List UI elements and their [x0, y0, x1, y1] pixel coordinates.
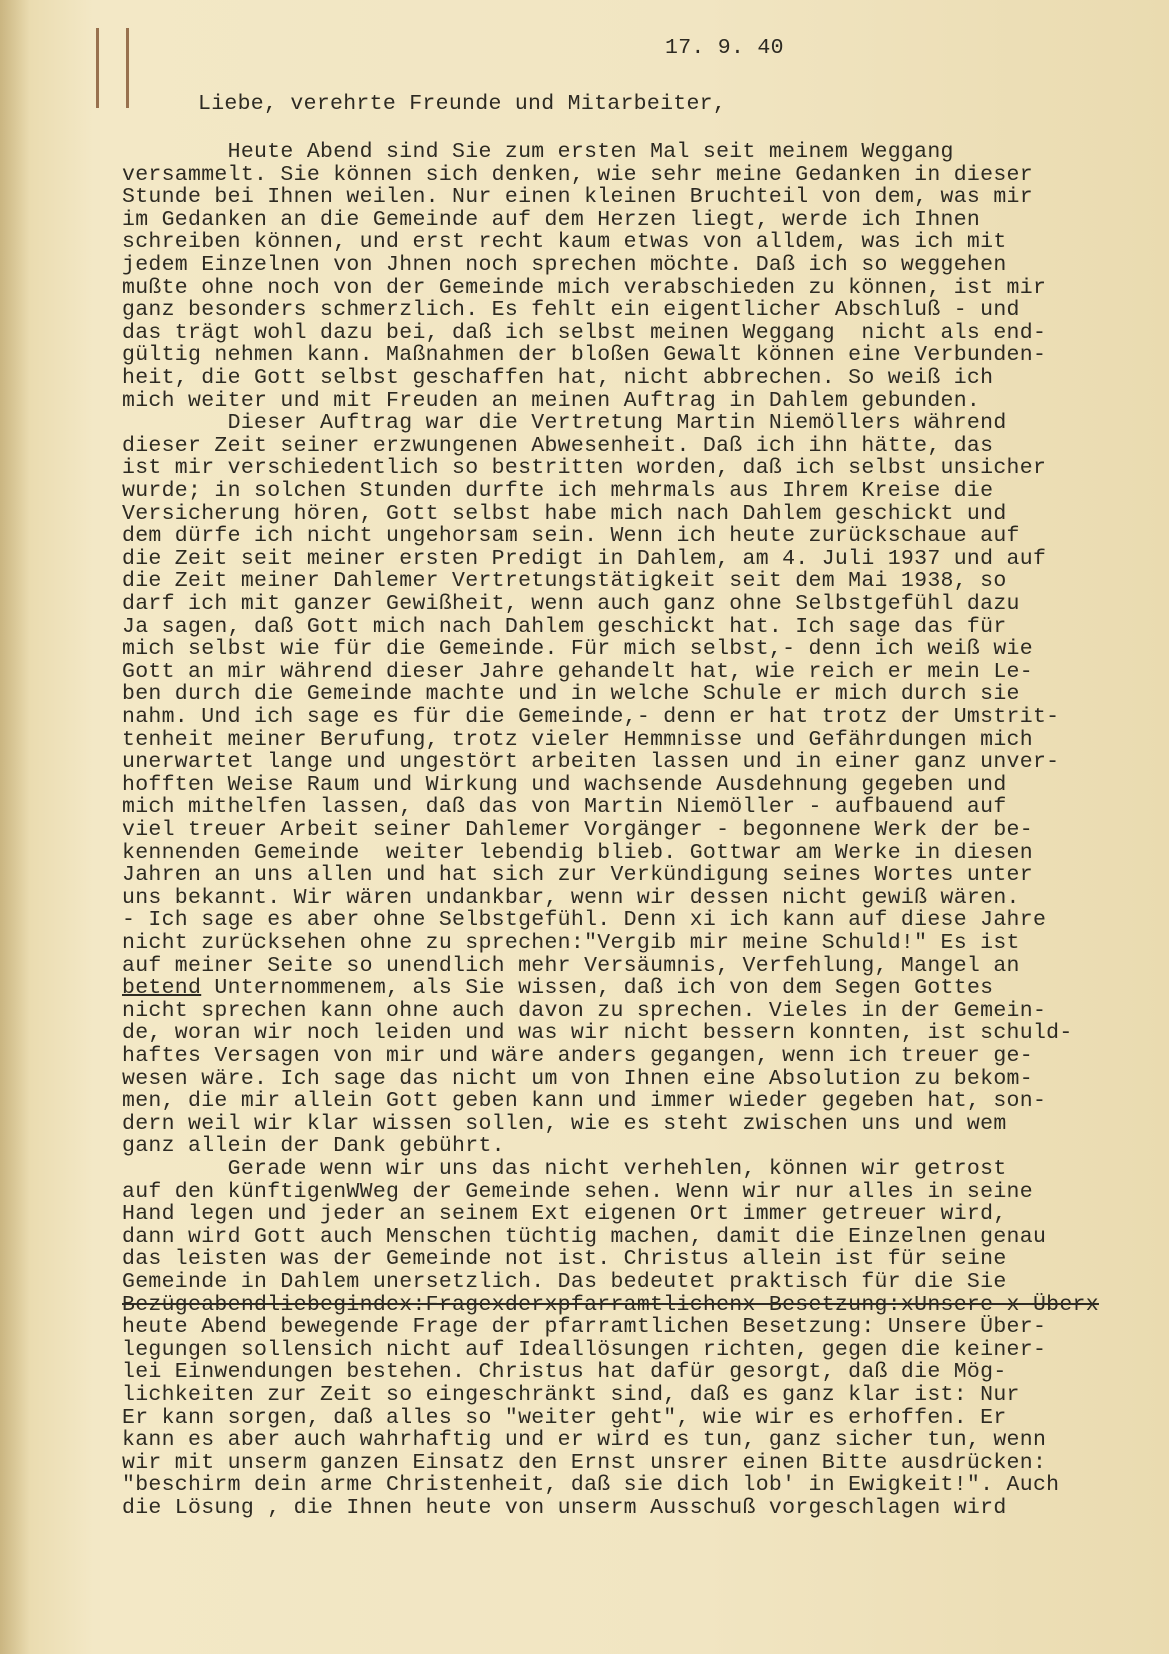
line-remainder: Unternommenem, als Sie wissen, daß ich von dem Segen Gottes [201, 976, 994, 1001]
letter-line: haftes Versagen von mir und wäre anders gegangen, wenn ich treuer ge- [122, 1044, 1033, 1068]
letter-line: "beschirm dein arme Christenheit, daß sie dich lob' in Ewigkeit!". Auch [122, 1473, 1060, 1498]
letter-line: Jahren an uns allen und hat sich zur Verkündigung seines Wortes unter [122, 863, 1033, 888]
letter-line: Gott an mir während dieser Jahre gehandelt hat, wie reich er mein Le- [122, 659, 1033, 684]
letter-line: men, die mir allein Gott geben kann und immer wieder gegeben hat, son- [122, 1089, 1047, 1114]
letter-line: mich weiter und mit Freuden an meinen Auftrag in Dahlem gebunden. [122, 388, 981, 413]
letter-line: im Gedanken an die Gemeinde auf dem Herzen liegt, werde ich Ihnen [122, 207, 981, 232]
letter-line: darf ich mit ganzer Gewißheit, wenn auch ganz ohne Selbstgefühl dazu [122, 592, 1020, 616]
letter-line: kennenden Gemeinde weiter lebendig blieb. Gottwar am Werke in diesen [122, 840, 1033, 865]
letter-line: Versicherung hören, Gott selbst habe mich nach Dahlem geschickt und [122, 501, 1007, 526]
letter-line: Gemeinde in Dahlem unersetzlich. Das bedeutet praktisch für die Sie [122, 1270, 1007, 1294]
letter-date: 17. 9. 40 [665, 36, 784, 60]
letter-line: versammelt. Sie können sich denken, wie sehr meine Gedanken in dieser [122, 162, 1033, 187]
letter-line: das trägt wohl dazu bei, daß ich selbst meinen Weggang nicht als end- [122, 320, 1047, 345]
letter-line: wesen wäre. Ich sage das nicht um von Ihnen eine Absolution zu bekom- [122, 1066, 1033, 1091]
letter-line: hofften Weise Raum und Wirkung und wachsende Ausdehnung gegeben und [122, 772, 1007, 797]
letter-line: nicht zurücksehen ohne zu sprechen:"Vergib mir meine Schuld!" Es ist [122, 931, 1020, 955]
letter-line: Heute Abend sind Sie zum ersten Mal seit meinem Weggang [122, 140, 954, 164]
letter-line: schreiben können, und erst recht kaum etwas von alldem, was ich mit [122, 230, 1007, 255]
letter-line: - Ich sage es aber ohne Selbstgefühl. Denn xi ich kann auf diese Jahre [122, 908, 1047, 933]
letter-line: Stunde bei Ihnen weilen. Nur einen kleinen Bruchteil von dem, was mir [122, 185, 1033, 210]
letter-line: auf meiner Seite so unendlich mehr Versäumnis, Verfehlung, Mangel an [122, 953, 1020, 978]
letter-line: jedem Einzelnen von Jhnen noch sprechen möchte. Daß ich so weggehen [122, 253, 1007, 277]
letter-line: uns bekannt. Wir wären undankbar, wenn wir dessen nicht gewiß wären. [122, 885, 1020, 910]
letter-line: unerwartet lange und ungestört arbeiten lassen und in einer ganz unver- [122, 750, 1060, 775]
letter-line: ganz besonders schmerzlich. Es fehlt ein eigentlicher Abschluß - und [122, 298, 1020, 323]
letter-line: Dieser Auftrag war die Vertretung Martin Niemöllers während [122, 411, 1007, 436]
letter-line: mich selbst wie für die Gemeinde. Für mich selbst,- denn ich weiß wie [122, 637, 1033, 662]
letter-line: wurde; in solchen Stunden durfte ich mehrmals aus Ihrem Kreise die [122, 479, 994, 503]
letter-line: gültig nehmen kann. Maßnahmen der bloßen Gewalt können eine Verbunden- [122, 343, 1047, 368]
letter-line: dem dürfe ich nicht ungehorsam sein. Wenn ich heute zurückschaue auf [122, 524, 1020, 549]
letter-line: kann es aber auch wahrhaftig und er wird es tun, ganz sicher tun, wenn [122, 1428, 1047, 1453]
letter-line: dann wird Gott auch Menschen tüchtig machen, damit die Einzelnen genau [122, 1224, 1047, 1249]
underlined-word: betend [122, 976, 202, 1001]
letter-line: mußte ohne noch von der Gemeinde mich verabschieden zu können, ist mir [122, 275, 1047, 300]
letter-line: nahm. Und ich sage es für die Gemeinde,- denn er hat trotz der Umstrit- [122, 705, 1060, 729]
letter-line: legungen sollensich nicht auf Ideallösungen richten, gegen die keiner- [122, 1337, 1047, 1362]
letter-line: auf den künftigenWWeg der Gemeinde sehen. Wenn wir nur alles in seine [122, 1179, 1033, 1204]
letter-line: Gerade wenn wir uns das nicht verhehlen, können wir getrost [122, 1157, 1007, 1181]
letter-line [122, 976, 993, 1000]
letter-line: das leisten was der Gemeinde not ist. Christus allein ist für seine [122, 1247, 1007, 1272]
letter-greeting: Liebe, verehrte Freunde und Mitarbeiter, [198, 92, 727, 116]
letter-line: die Lösung , die Ihnen heute von unserm Ausschuß vorgeschlagen wird [122, 1496, 1007, 1520]
letter-line: mich mithelfen lassen, daß das von Martin Niemöller - aufbauend auf [122, 795, 1007, 820]
letter-line: die Zeit seit meiner ersten Predigt in Dahlem, am 4. Juli 1937 und auf [122, 546, 1047, 571]
letter-line: Hand legen und jeder an seinem Ext eigenen Ort immer getreuer wird, [122, 1202, 1007, 1227]
letter-line: wir mit unserm ganzen Einsatz den Ernst unsrer einen Bitte ausdrücken: [122, 1450, 1047, 1475]
letter-line: lei Einwendungen bestehen. Christus hat dafür gesorgt, daß die Mög- [122, 1360, 1007, 1385]
letter-line: Er kann sorgen, daß alles so "weiter geht", wie wir es erhoffen. Er [122, 1405, 1007, 1430]
letter-line: Ja sagen, daß Gott mich nach Dahlem geschickt hat. Ich sage das für [122, 614, 1007, 639]
letter-line: heute Abend bewegende Frage der pfarramtlichen Besetzung: Unsere Über- [122, 1315, 1047, 1340]
letter-line: nicht sprechen kann ohne auch davon zu sprechen. Vieles in der Gemein- [122, 998, 1047, 1023]
letter-line: dern weil wir klar wissen sollen, wie es steht zwischen uns und wem [122, 1111, 1007, 1136]
letter-line: die Zeit meiner Dahlemer Vertretungstätigkeit seit dem Mai 1938, so [122, 569, 1007, 594]
struck-through-line: Bezügeabendliebegindex:Fragexderxpfarramtlichenx Besetzung:xUnsere x Überx [122, 1292, 1099, 1317]
letter-line: ist mir verschiedentlich so bestritten worden, daß ich selbst unsicher [122, 456, 1047, 481]
letter-line: ganz allein der Dank gebührt. [122, 1134, 505, 1159]
letter-line: dieser Zeit seiner erzwungenen Abwesenheit. Daß ich ihn hätte, das [122, 433, 994, 458]
letter-line: de, woran wir noch leiden und was wir nicht bessern konnten, ist schuld- [122, 1021, 1073, 1046]
letter-line: viel treuer Arbeit seiner Dahlemer Vorgänger - begonnene Werk der be- [122, 818, 1033, 842]
letter-line: ben durch die Gemeinde machte und in welche Schule er mich durch sie [122, 682, 1020, 707]
letter-line: lichkeiten zur Zeit so eingeschränkt sind, daß es ganz klar ist: Nur [122, 1383, 1020, 1407]
letter-line: tenheit meiner Berufung, trotz vieler Hemmnisse und Gefährdungen mich [122, 727, 1033, 752]
letter-line: heit, die Gott selbst geschaffen hat, nicht abbrechen. So weiß ich [122, 366, 994, 390]
